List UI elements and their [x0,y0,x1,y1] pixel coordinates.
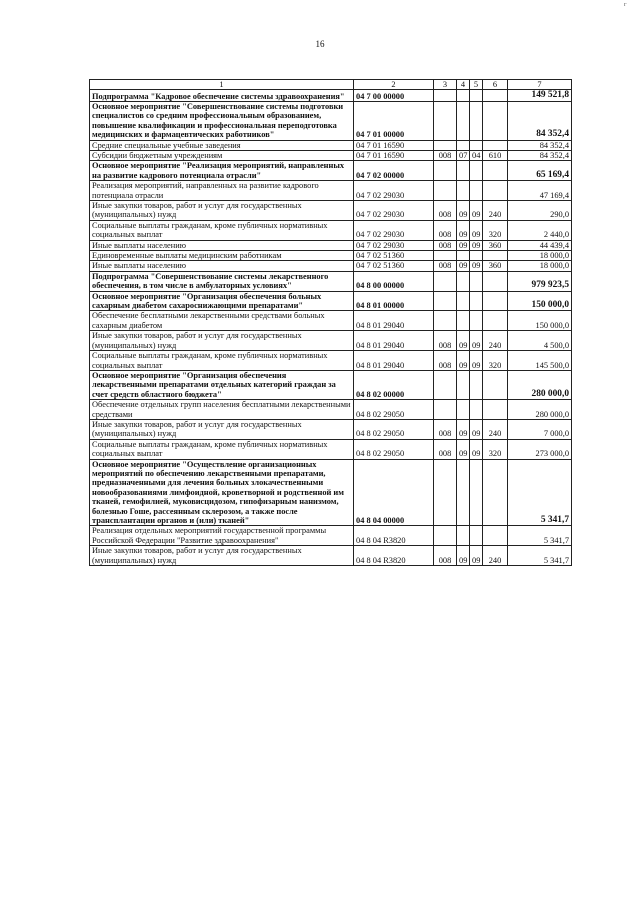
row-code: 04 8 02 29050 [354,400,434,420]
row-amount: 18 000,0 [508,261,572,271]
row-col5: 09 [470,439,483,459]
row-col5 [470,370,483,399]
row-col5 [470,251,483,261]
row-amount: 84 352,4 [508,101,572,140]
row-col4 [457,140,470,150]
row-col6 [483,400,508,420]
row-col4 [457,400,470,420]
row-code: 04 7 01 16590 [354,140,434,150]
row-col4: 09 [457,201,470,221]
table-row [90,220,572,240]
row-code: 04 8 04 00000 [354,459,434,526]
row-col6: 320 [483,439,508,459]
row-code: 04 8 02 29050 [354,439,434,459]
row-col4 [457,101,470,140]
table-row [90,439,572,459]
row-col6: 360 [483,261,508,271]
row-name: Реализация мероприятий, направленных на развитие кадрового потенциала отрасли [90,181,354,201]
row-col3 [434,526,457,546]
row-col3 [434,291,457,311]
row-col4 [457,311,470,331]
table-body [90,90,572,566]
row-col4 [457,181,470,201]
row-col4 [457,291,470,311]
column-header: 3 [434,80,457,90]
row-col3 [434,101,457,140]
table-row [90,161,572,181]
row-col4: 09 [457,331,470,351]
budget-table [89,79,572,566]
row-col4 [457,271,470,291]
row-col6 [483,311,508,331]
row-col5 [470,161,483,181]
row-code: 04 7 02 29030 [354,220,434,240]
row-name: Обеспечение бесплатными лекарственными средствами больных сахарным диабетом [90,311,354,331]
row-col5: 09 [470,201,483,221]
row-col3: 008 [434,220,457,240]
row-amount: 65 169,4 [508,161,572,181]
row-code: 04 7 02 29030 [354,201,434,221]
row-col6: 240 [483,201,508,221]
row-col3 [434,271,457,291]
row-col6: 240 [483,419,508,439]
row-col3 [434,459,457,526]
row-col5 [470,90,483,102]
column-header: 7 [508,80,572,90]
row-code: 04 7 02 29030 [354,240,434,250]
row-name: Субсидии бюджетным учреждениям [90,150,354,160]
table-row [90,291,572,311]
column-header: 2 [354,80,434,90]
column-header: 1 [90,80,354,90]
row-col4: 09 [457,546,470,566]
row-name: Реализация отдельных мероприятий государственной программы Российской Федерации "Развитие здравоохранения" [90,526,354,546]
row-col6 [483,161,508,181]
row-name: Основное мероприятие "Осуществление организационных мероприятий по обеспечению лекарственными препаратами, предназначенными для лечения больных злокачественными новообразованиями лимфоидной, кроветворной и родственной им тканей, гемофилией, муковисцидозом, гипофизарным нанизмом, болезнью Гоше, рассеянным склерозом, а также после трансплантации органов и (или) тканей" [90,459,354,526]
row-col4 [457,251,470,261]
row-name: Иные закупки товаров, работ и услуг для государственных (муниципальных) нужд [90,331,354,351]
row-col4 [457,526,470,546]
row-col3 [434,161,457,181]
row-col5: 09 [470,419,483,439]
row-amount: 150 000,0 [508,291,572,311]
row-name: Обеспечение отдельных групп населения бесплатными лекарственными средствами [90,400,354,420]
row-col5 [470,271,483,291]
row-amount: 84 352,4 [508,140,572,150]
row-code: 04 7 02 51360 [354,261,434,271]
row-col4: 09 [457,439,470,459]
row-col3 [434,140,457,150]
row-code: 04 8 04 R3820 [354,546,434,566]
row-col3: 008 [434,439,457,459]
row-col6: 240 [483,331,508,351]
row-col6 [483,251,508,261]
row-col6: 320 [483,220,508,240]
row-name: Иные закупки товаров, работ и услуг для государственных (муниципальных) нужд [90,201,354,221]
row-amount: 7 000,0 [508,419,572,439]
row-col6 [483,291,508,311]
row-col3 [434,181,457,201]
row-name: Подпрограмма "Кадровое обеспечение системы здравоохранения" [90,90,354,102]
column-header: 6 [483,80,508,90]
row-amount: 273 000,0 [508,439,572,459]
row-col5: 09 [470,261,483,271]
row-col6 [483,370,508,399]
column-header: 4 [457,80,470,90]
row-amount: 290,0 [508,201,572,221]
row-name: Иные выплаты населению [90,261,354,271]
table-row [90,331,572,351]
row-col6: 320 [483,351,508,371]
row-col5: 09 [470,331,483,351]
row-amount: 149 521,8 [508,90,572,102]
table-row [90,90,572,102]
row-col3: 008 [434,546,457,566]
row-name: Основное мероприятие "Организация обеспечения лекарственными препаратами отдельных категорий граждан за счет средств областного бюджета" [90,370,354,399]
row-amount: 145 500,0 [508,351,572,371]
row-col4: 09 [457,240,470,250]
row-col5: 09 [470,351,483,371]
row-col4 [457,459,470,526]
table-row [90,140,572,150]
table-row [90,311,572,331]
row-amount: 979 923,5 [508,271,572,291]
row-name: Социальные выплаты гражданам, кроме публичных нормативных социальных выплат [90,220,354,240]
row-amount: 280 000,0 [508,370,572,399]
corner-mark: г [624,2,627,8]
row-code: 04 8 00 00000 [354,271,434,291]
table-row [90,240,572,250]
row-col6: 360 [483,240,508,250]
row-col3: 008 [434,261,457,271]
row-code: 04 8 02 00000 [354,370,434,399]
table-row [90,201,572,221]
row-code: 04 8 01 29040 [354,351,434,371]
row-col3 [434,90,457,102]
page-number: 16 [315,39,325,49]
row-code: 04 7 01 16590 [354,150,434,160]
row-col5 [470,140,483,150]
table-row [90,351,572,371]
row-col4 [457,370,470,399]
row-amount: 280 000,0 [508,400,572,420]
row-name: Социальные выплаты гражданам, кроме публичных нормативных социальных выплат [90,439,354,459]
row-name: Средние специальные учебные заведения [90,140,354,150]
row-amount: 47 169,4 [508,181,572,201]
row-col6: 610 [483,150,508,160]
row-col5 [470,459,483,526]
row-col3: 008 [434,240,457,250]
row-col6: 240 [483,546,508,566]
table-row [90,459,572,526]
row-col6 [483,271,508,291]
row-col5 [470,400,483,420]
table-row [90,150,572,160]
table-row [90,400,572,420]
row-name: Основное мероприятие "Совершенствование системы подготовки специалистов со средним профессиональным образованием, повышение квалификации и профессиональная переподготовка медицинских и фармацевтических работников" [90,101,354,140]
row-name: Иные выплаты населению [90,240,354,250]
row-code: 04 8 01 29040 [354,331,434,351]
row-name: Основное мероприятие "Организация обеспечения больных сахарным диабетом сахароснижающими препаратами" [90,291,354,311]
table-row [90,181,572,201]
row-col3: 008 [434,150,457,160]
row-code: 04 8 04 R3820 [354,526,434,546]
row-col3: 008 [434,331,457,351]
row-amount: 5 341,7 [508,546,572,566]
row-col6 [483,101,508,140]
row-col4 [457,161,470,181]
table-row [90,419,572,439]
row-code: 04 8 01 29040 [354,311,434,331]
table-row [90,370,572,399]
row-name: Основное мероприятие "Реализация мероприятий, направленных на развитие кадрового потенциала отрасли" [90,161,354,181]
row-code: 04 8 02 29050 [354,419,434,439]
row-col3 [434,251,457,261]
row-col3: 008 [434,201,457,221]
row-amount: 84 352,4 [508,150,572,160]
row-name: Иные закупки товаров, работ и услуг для государственных (муниципальных) нужд [90,419,354,439]
row-name: Подпрограмма "Совершенствование системы лекарственного обеспечения, в том числе в амбулаторных условиях" [90,271,354,291]
row-name: Социальные выплаты гражданам, кроме публичных нормативных социальных выплат [90,351,354,371]
row-col4: 09 [457,419,470,439]
table-row [90,261,572,271]
row-col5 [470,291,483,311]
row-col3: 008 [434,351,457,371]
row-code: 04 7 02 00000 [354,161,434,181]
row-col5 [470,311,483,331]
row-amount: 5 341,7 [508,526,572,546]
row-col4 [457,90,470,102]
column-header: 5 [470,80,483,90]
row-amount: 2 440,0 [508,220,572,240]
row-amount: 150 000,0 [508,311,572,331]
row-col5: 04 [470,150,483,160]
row-col6 [483,459,508,526]
row-name: Иные закупки товаров, работ и услуг для государственных (муниципальных) нужд [90,546,354,566]
row-col6 [483,90,508,102]
row-col6 [483,526,508,546]
row-amount: 4 500,0 [508,331,572,351]
row-col3 [434,370,457,399]
row-col6 [483,181,508,201]
row-col5: 09 [470,220,483,240]
row-code: 04 7 00 00000 [354,90,434,102]
row-col5: 09 [470,240,483,250]
row-col6 [483,140,508,150]
table-row [90,546,572,566]
table-row [90,526,572,546]
row-col3: 008 [434,419,457,439]
row-amount: 18 000,0 [508,251,572,261]
row-amount: 44 439,4 [508,240,572,250]
row-col4: 07 [457,150,470,160]
row-col4: 09 [457,351,470,371]
table-row [90,271,572,291]
row-col4: 09 [457,261,470,271]
row-col5 [470,101,483,140]
row-col3 [434,400,457,420]
row-col5 [470,526,483,546]
table-row [90,251,572,261]
row-code: 04 7 02 51360 [354,251,434,261]
row-amount: 5 341,7 [508,459,572,526]
row-col4: 09 [457,220,470,240]
row-code: 04 8 01 00000 [354,291,434,311]
row-code: 04 7 02 29030 [354,181,434,201]
table-header-row [90,80,572,90]
table-row [90,101,572,140]
row-name: Единовременные выплаты медицинским работникам [90,251,354,261]
row-col3 [434,311,457,331]
row-code: 04 7 01 00000 [354,101,434,140]
row-col5 [470,181,483,201]
row-col5: 09 [470,546,483,566]
